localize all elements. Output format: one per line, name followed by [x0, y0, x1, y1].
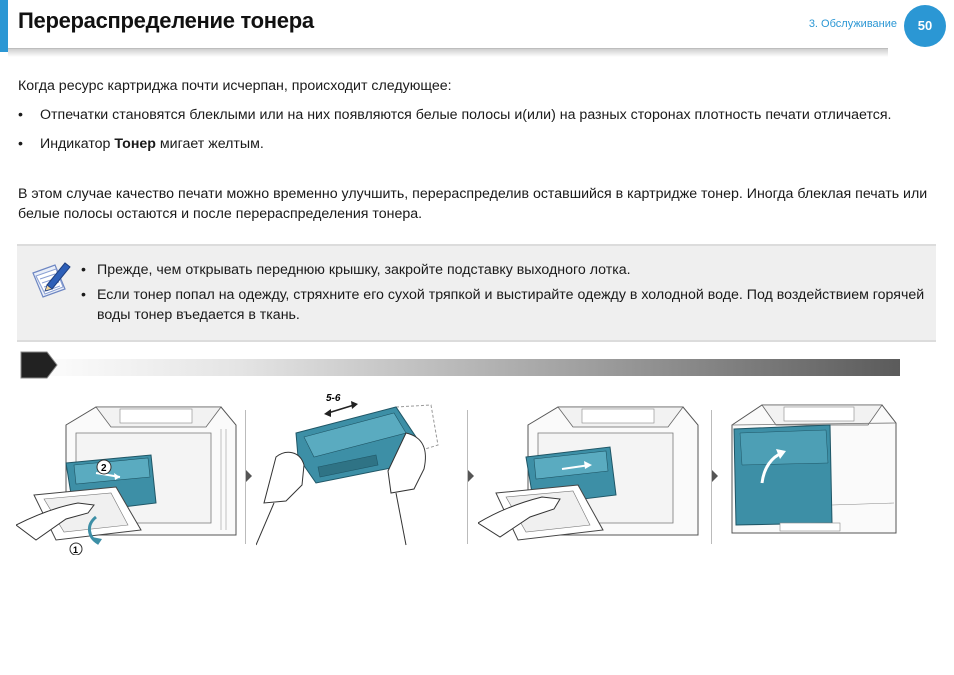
note-item [79, 260, 934, 280]
step-shake-cartridge-illustration [256, 385, 466, 555]
note-item-text: Если тонер попал на одежду, стряхните его сухой тряпкой и выстирайте одежду в холодной воде. Под воздействием горячей воды тонер въедается в ткань. [97, 287, 925, 323]
list-item [18, 105, 930, 125]
list-item-text: Отпечатки становятся блеклыми или на них появляются белые полосы и(или) на разных сторонах плотность печати отличается. [40, 107, 892, 123]
next-step-arrow-icon [468, 470, 474, 482]
note-pencil-icon [27, 259, 73, 305]
bullet-dot: • [81, 262, 86, 278]
note-list [79, 260, 934, 330]
explanation-paragraph: В этом случае качество печати можно временно улучшить, перераспределив оставшийся в картридже тонер. Иногда блеклая печать или белые полосы остаются и после перераспределения тонера. [18, 186, 928, 222]
bullet-dot: • [18, 136, 23, 152]
step-number-label: 2 [101, 463, 107, 474]
header-accent-bar [0, 0, 8, 52]
note-item [79, 285, 934, 325]
step-insert-cartridge-illustration [478, 385, 706, 555]
note-item-text: Прежде, чем открывать переднюю крышку, закройте подставку выходного лотка. [97, 262, 631, 278]
step-open-cover-illustration [16, 385, 244, 555]
step-close-cover-illustration [720, 385, 900, 555]
next-step-arrow-icon [712, 470, 718, 482]
shake-count-label: 5-6 [326, 393, 341, 404]
toner-indicator-name: Тонер [114, 136, 156, 152]
list-item-text-after: мигает желтым. [155, 136, 264, 152]
page-number-badge: 50 [904, 5, 946, 47]
note-box [17, 244, 936, 342]
page-title: Перераспределение тонера [18, 8, 314, 33]
list-item [18, 134, 930, 154]
list-item-text-before: Индикатор [40, 136, 115, 152]
next-step-arrow-icon [246, 470, 252, 482]
chapter-label[interactable]: 3. Обслуживание [808, 18, 897, 30]
header-rule [8, 48, 888, 57]
step-number-label: 1 [73, 545, 79, 555]
step-marker-arrow-icon [20, 351, 58, 379]
symptom-list [18, 105, 930, 163]
bullet-dot: • [81, 287, 86, 303]
bullet-dot: • [18, 107, 23, 123]
steps-gradient-bar [20, 359, 900, 376]
intro-text: Когда ресурс картриджа почти исчерпан, происходит следующее: [18, 78, 452, 94]
page-header [0, 0, 954, 56]
